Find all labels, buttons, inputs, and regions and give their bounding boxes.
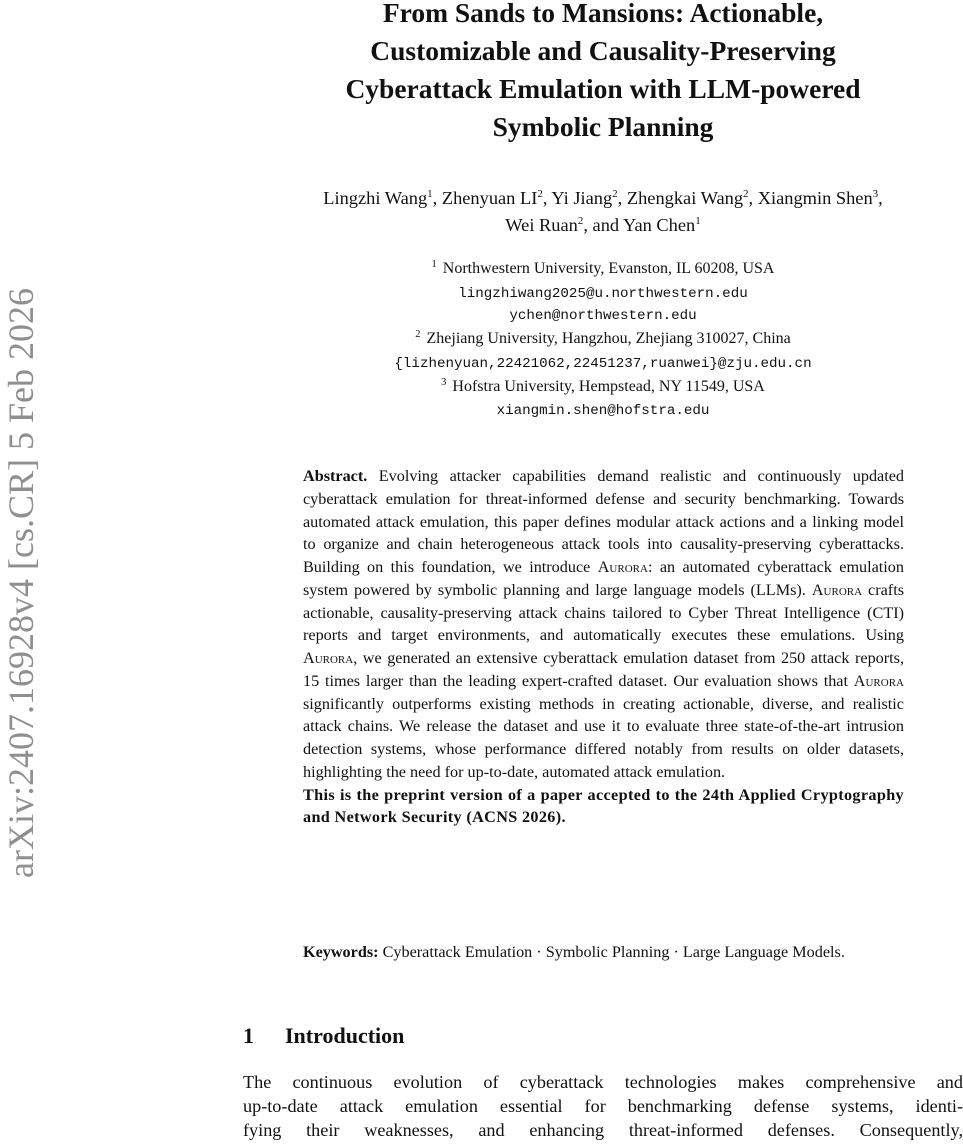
author-affiliation-mark: 1 (427, 188, 433, 200)
author-affiliation-mark: 2 (577, 215, 584, 227)
abstract-text: Evolving attacker capabilities demand realistic and continuously updated cyberattack emulation for threat-informed defense and security benchmarking. Towards automated attack emulation, this paper defines modular attack actions and a linking model to organize and chain heterogeneous attack tools into causality-preserving cyberattacks. Building on this foundation, we introduce (303, 467, 904, 576)
title-line: From Sands to Mansions: Actionable, (382, 0, 824, 28)
affiliation-email: lingzhiwang2025@u.northwestern.edu (458, 285, 748, 302)
author-line (240, 186, 963, 213)
author-affiliation-mark: 1 (695, 215, 701, 227)
author-name: Xiangmin Shen (757, 188, 873, 208)
affiliation-text: Northwestern University, Evanston, IL 60208, USA (442, 260, 775, 277)
section-number: 1 (243, 1023, 254, 1048)
abstract-text: significantly outperforms existing methods in creating actionable, diverse, and realistic attack chains. We release the dataset and use it to evaluate three state-of-the-art intrusion detection systems, whose performance differed notably from results on older datasets, highlighting the need for up-to-date, automated attack emulation. (303, 694, 904, 781)
affiliation-number: 2 (415, 329, 421, 341)
abstract-label: Abstract. (303, 467, 368, 485)
keywords (303, 941, 904, 964)
section-heading (243, 1023, 404, 1049)
affiliation-email: ychen@northwestern.edu (509, 308, 697, 325)
abstract (303, 465, 904, 829)
affiliation-row (255, 258, 951, 283)
abstract-text: : an automated cyberattack emulation system powered by symbolic planning and large language models (LLMs). (303, 558, 904, 599)
system-name: Aurora (853, 671, 904, 690)
author-separator: , and (583, 215, 624, 235)
author-name: Zhenyuan LI (441, 188, 538, 208)
affiliations (255, 258, 951, 423)
arxiv-identifier: arXiv:2407.16928v4 [cs.CR] 5 Feb 2026 (1, 288, 41, 878)
affiliation-row (255, 376, 951, 401)
affiliation-number: 3 (441, 376, 447, 388)
author-affiliation-mark: 2 (612, 188, 618, 200)
affiliation-email: xiangmin.shen@hofstra.edu (496, 403, 710, 420)
author-separator: , (748, 188, 758, 208)
intro-paragraph (243, 1070, 963, 1143)
abstract-text: , we generated an extensive cyberattack emulation dataset from 250 attack reports, 15 times larger than the leading expert-crafted dataset. Our evaluation shows that (303, 649, 904, 690)
system-name: Aurora (597, 558, 648, 576)
author-separator: , (878, 188, 883, 208)
system-name: Aurora (811, 580, 863, 599)
keywords-label: Keywords: (303, 943, 379, 961)
affiliation-text: Zhejiang University, Hangzhou, Zhejiang 310027, China (426, 330, 791, 348)
intro-line: fying their weaknesses, and enhancing threat-informed defenses. Consequently, (243, 1120, 963, 1141)
arxiv-sidebar (0, 0, 50, 1145)
author-name: Lingzhi Wang (323, 188, 428, 208)
author-separator: , (432, 188, 442, 208)
preprint-note: This is the preprint version of a paper accepted to the 24th Applied Cryptography and Network Security (ACNS 2026). (303, 785, 904, 827)
title-line: Symbolic Planning (492, 111, 714, 142)
affiliation-number: 1 (431, 259, 437, 270)
author-name: Yan Chen (623, 215, 696, 235)
affiliation-email: {lizhenyuan,22421062,22451237,ruanwei}@zju.edu.cn (394, 355, 812, 372)
abstract-text: crafts actionable, causality-preserving attack chains tailored to Cyber Threat Intelligence (CTI) reports and target environments, and automatically executes these emulations. Using (303, 580, 904, 645)
author-name: Zhengkai Wang (626, 188, 744, 208)
paper-title (255, 0, 951, 146)
author-affiliation-mark: 3 (872, 188, 879, 200)
author-name: Wei Ruan (505, 215, 578, 235)
author-separator: , (617, 188, 627, 208)
author-list (240, 186, 963, 240)
keywords-text: Cyberattack Emulation · Symbolic Planning · Large Language Models. (382, 943, 845, 961)
author-separator: , (542, 188, 552, 208)
intro-line: The continuous evolution of cyberattack technologies makes comprehensive and (243, 1072, 963, 1092)
system-name: Aurora (303, 649, 354, 667)
author-affiliation-mark: 2 (537, 188, 543, 200)
author-name: Yi Jiang (551, 188, 613, 208)
section-title: Introduction (285, 1023, 405, 1048)
abstract-body (303, 465, 904, 784)
author-affiliation-mark: 2 (743, 188, 749, 200)
affiliation-text: Hofstra University, Hempstead, NY 11549, USA (452, 377, 765, 395)
author-line (240, 213, 963, 240)
title-line: Cyberattack Emulation with LLM-powered (345, 73, 861, 104)
title-line: Customizable and Causality-Preserving (370, 35, 836, 66)
intro-line: up-to-date attack emulation essential for benchmarking defense systems, identi- (243, 1096, 963, 1117)
affiliation-row (255, 328, 951, 353)
